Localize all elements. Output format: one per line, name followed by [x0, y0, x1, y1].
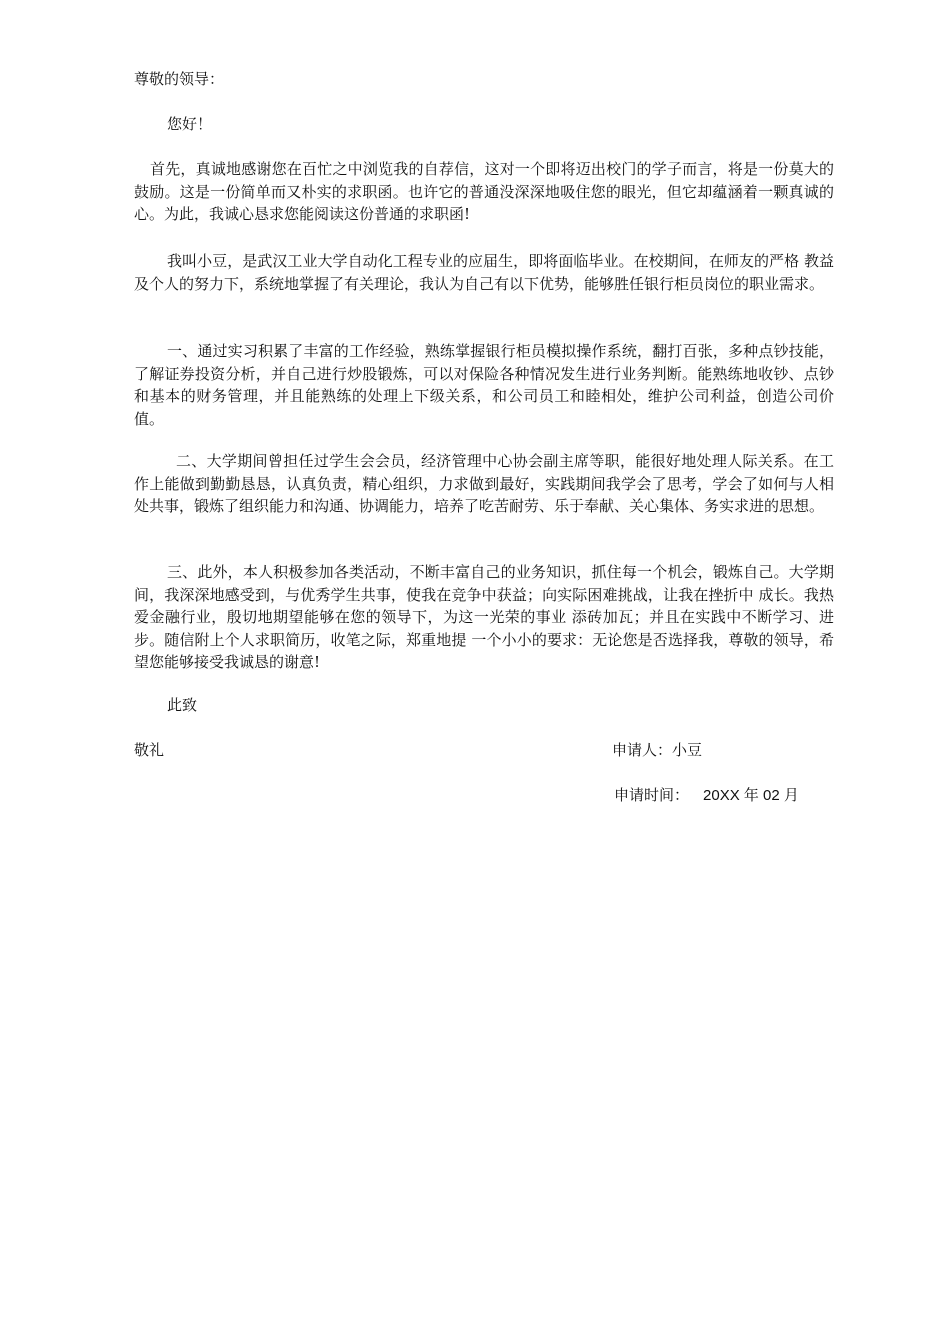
paragraph-strength-three: 三、此外，本人积极参加各类活动，不断丰富自己的业务知识，抓住每一个机会，锻炼自己。大学期间，我深深地感受到，与优秀学生共事，使我在竞争中获益；向实际困难挑战，让我在挫折中 成长。我热爱金融行业，殷切地期望能够在您的领导下，为这一光荣的事业 添砖加瓦；并且在实践中不断学习、进步。随信附上个人求职简历，收笔之际，郑重地提 一个小小的要求：无论您是否选择我，尊敬的领导，希望您能够接受我诚恳的谢意!	[134, 563, 834, 671]
closing: 此致	[167, 696, 198, 714]
applicant-signature: 申请人：小豆	[612, 741, 703, 759]
paragraph-self-introduction: 我叫小豆，是武汉工业大学自动化工程专业的应届生，即将面临毕业。在校期间，在师友的严格 教益及个人的努力下，系统地掌握了有关理论，我认为自己有以下优势，能够胜任银行柜员岗位的职业需求。	[134, 252, 834, 293]
salutation: 尊敬的领导：	[134, 70, 225, 88]
paragraph-strength-one: 一、通过实习积累了丰富的工作经验，熟练掌握银行柜员模拟操作系统，翻打百张，多种点钞技能，了解证券投资分析，并自己进行炒股锻炼，可以对保险各种情况发生进行业务判断。能熟练地收钞、点钞和基本的财务管理，并且能熟练的处理上下级关系，和公司员工和睦相处，维护公司利益，创造公司价值。	[134, 342, 834, 428]
greeting: 您好！	[167, 115, 213, 133]
date-label: 申请时间：	[614, 786, 690, 804]
paragraph-strength-two: 二、大学期间曾担任过学生会会员，经济管理中心协会副主席等职，能很好地处理人际关系。在工作上能做到勤勤恳恳，认真负责，精心组织，力求做到最好，实践期间我学会了思考，学会了如何与人相处共事，锻炼了组织能力和沟通、协调能力，培养了吃苦耐劳、乐于奉献、关心集体、务实求进的思想。	[134, 452, 834, 515]
paragraph-intro: 首先，真诚地感谢您在百忙之中浏览我的自荐信，这对一个即将迈出校门的学子而言，将是一份莫大的鼓励。这是一份简单而又朴实的求职函。也许它的普通没深深地吸住您的眼光，但它却蕴涵着一颗真诚的心。为此，我诚心恳求您能阅读这份普通的求职函!	[134, 160, 834, 223]
application-date	[614, 784, 799, 807]
date-value: 20XX 年 02 月	[703, 787, 799, 804]
regards: 敬礼	[134, 741, 165, 759]
